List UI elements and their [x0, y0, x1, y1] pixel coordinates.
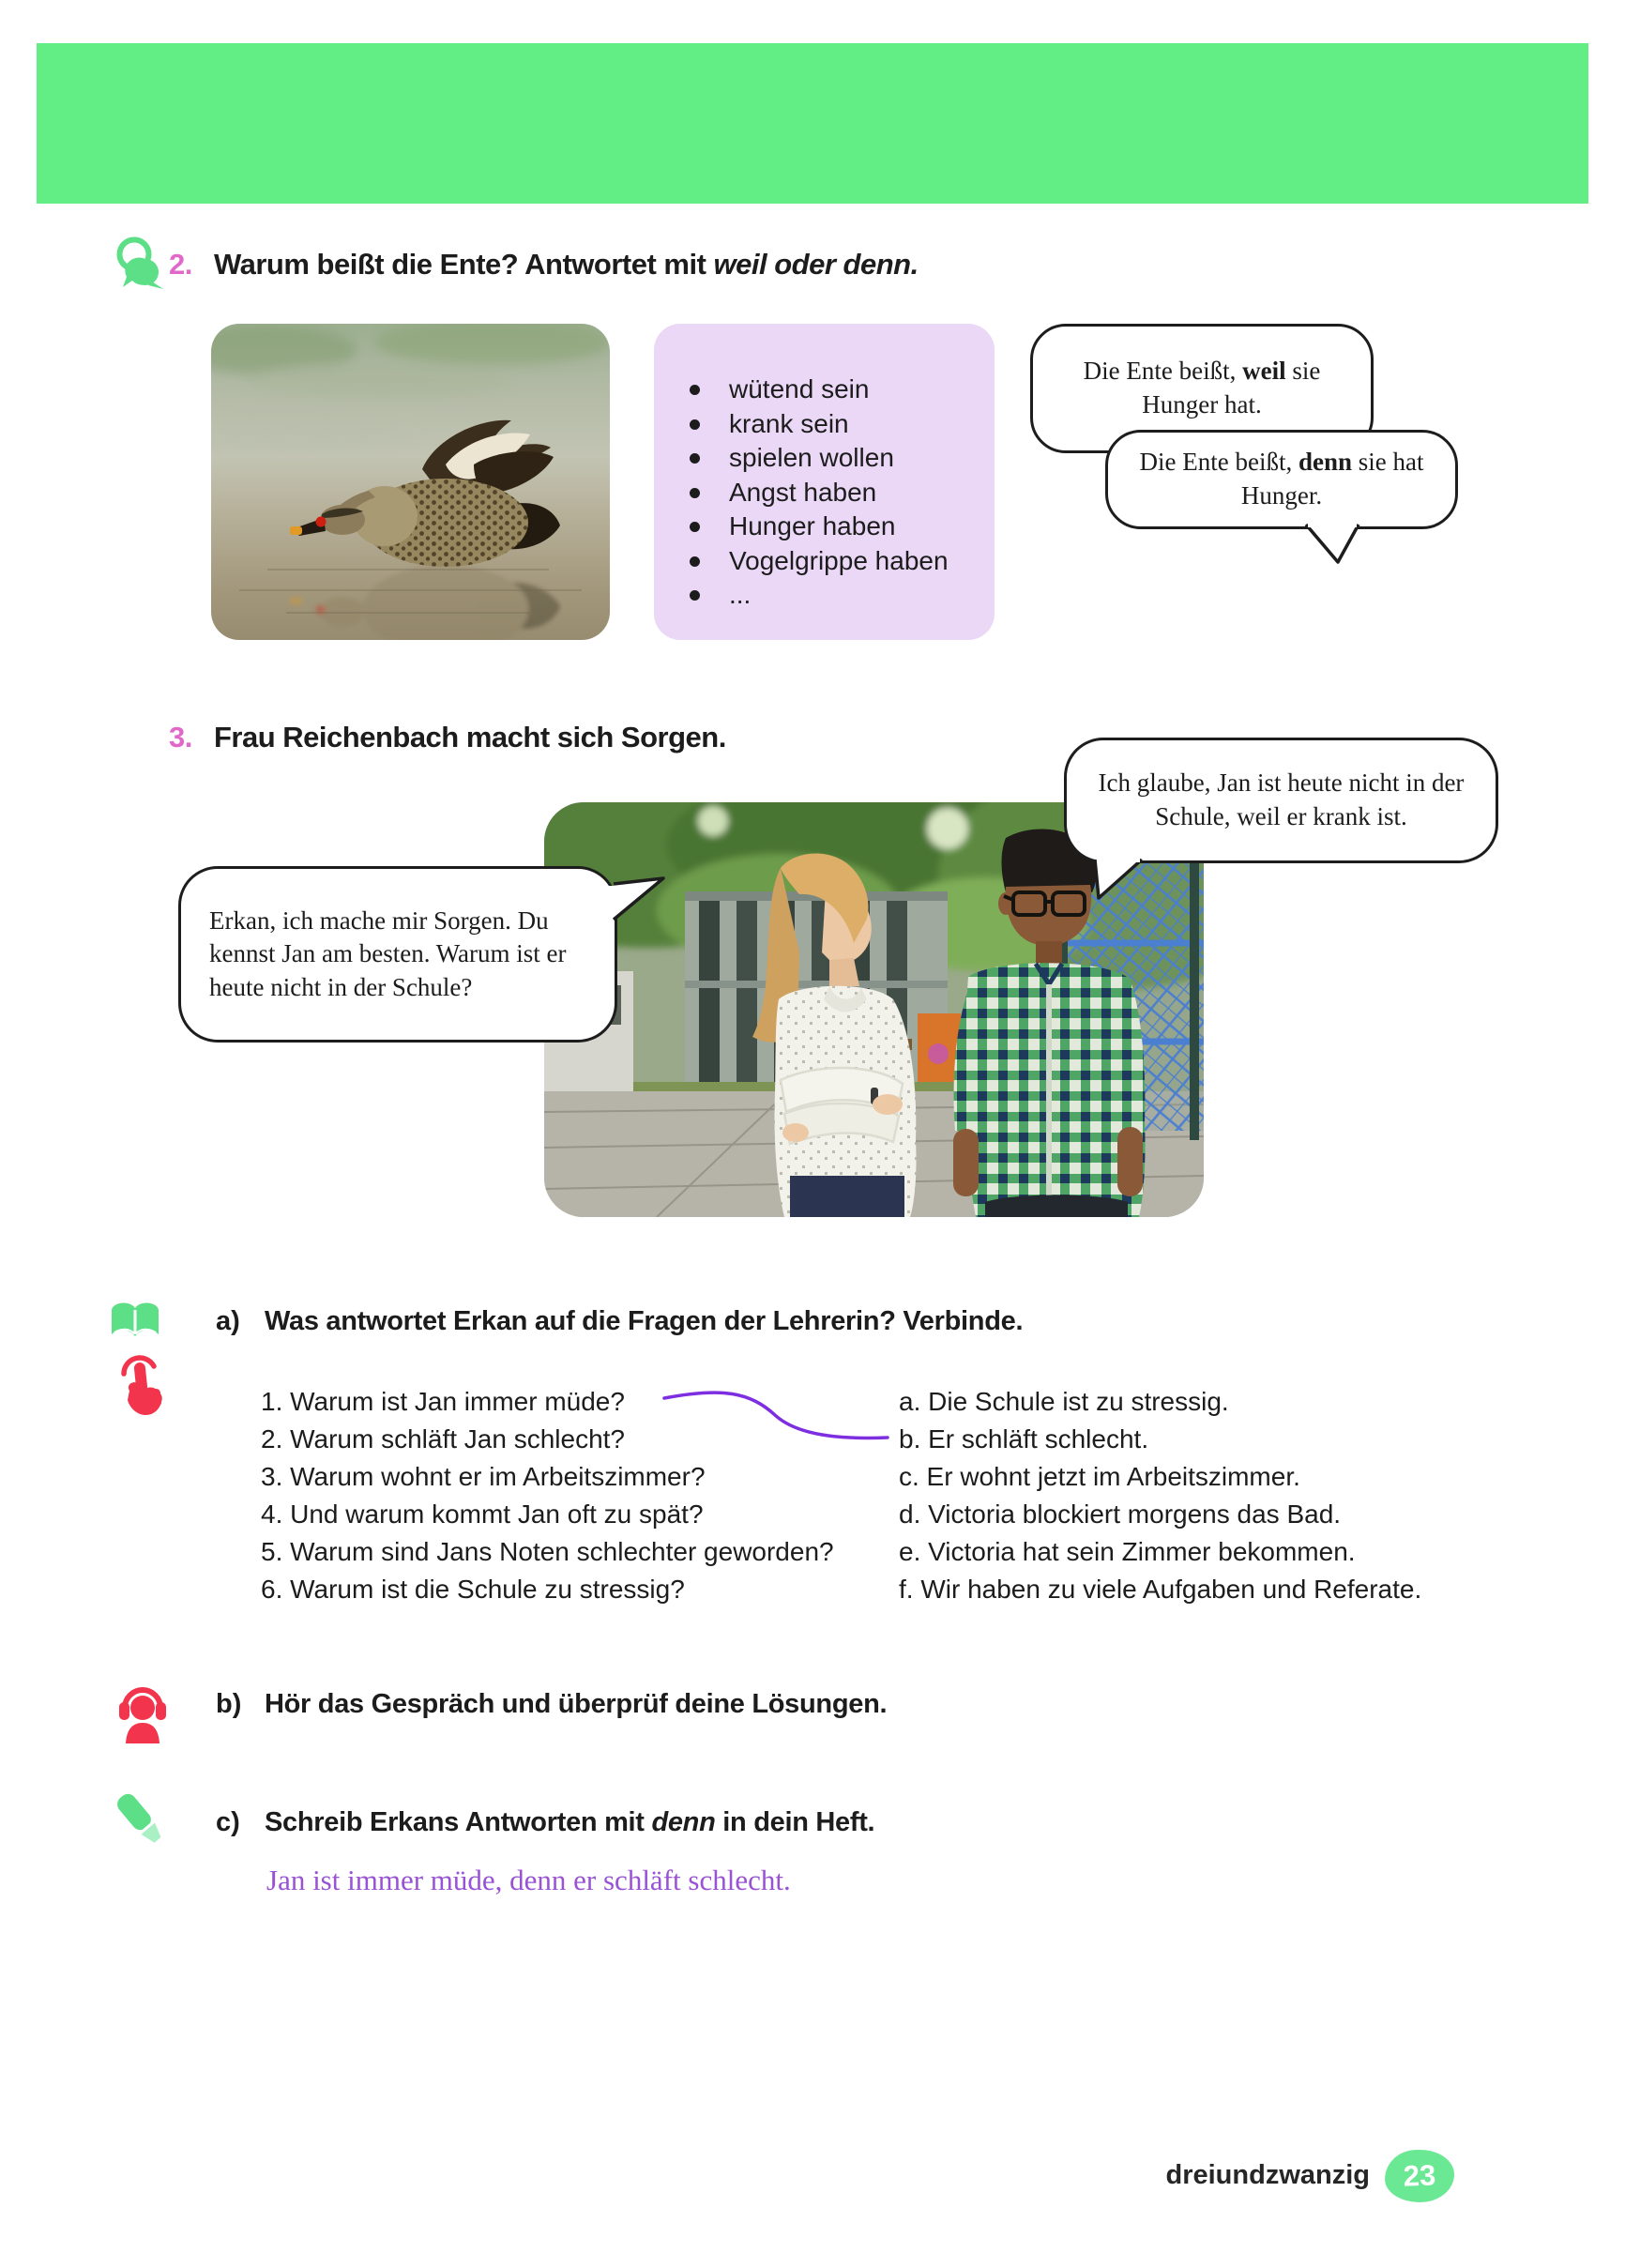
footer-page-word: dreiundzwanzig: [1165, 2160, 1370, 2190]
bubble-denn-text: [1131, 446, 1433, 512]
question-item: 6. Warum ist die Schule zu stressig?: [261, 1575, 685, 1604]
word-list-item: wütend sein: [688, 373, 995, 407]
task-c-label: c): [216, 1807, 240, 1837]
bubble-weil-post: sie Hunger hat.: [1142, 357, 1321, 419]
task-c-title: [265, 1807, 874, 1838]
task-b-title: Hör das Gespräch und überprüf deine Lösungen.: [265, 1689, 888, 1719]
word-list-item: spielen wollen: [688, 441, 995, 476]
header-band: [37, 43, 1588, 204]
task-c-title-post: in dein Heft.: [715, 1807, 875, 1837]
question-item: 2. Warum schläft Jan schlecht?: [261, 1424, 626, 1454]
exercise3-title: Frau Reichenbach macht sich Sorgen.: [214, 721, 726, 753]
word-list-item: Hunger haben: [688, 510, 995, 544]
answer-item: b. Er schläft schlecht.: [899, 1424, 1149, 1454]
bubble-denn-tail: [1300, 521, 1366, 568]
exercise2-title: [214, 248, 919, 282]
bubble-weil-text: [1055, 355, 1348, 421]
answer-list: [899, 1383, 1421, 1608]
word-suggestion-box: [654, 324, 995, 640]
answer-connection-line: [657, 1387, 897, 1445]
bubble-student-tail: [1089, 855, 1155, 904]
speech-bubble-denn: [1105, 430, 1458, 529]
marker-pen-icon: [111, 1789, 169, 1850]
task-c-title-pre: Schreib Erkans Antworten mit: [265, 1807, 652, 1837]
duck-photo: [211, 324, 610, 640]
question-item: 3. Warum wohnt er im Arbeitszimmer?: [261, 1462, 706, 1491]
click-hand-icon: [116, 1353, 169, 1417]
question-item: 5. Warum sind Jans Noten schlechter geworden?: [261, 1537, 834, 1566]
answer-item: c. Er wohnt jetzt im Arbeitszimmer.: [899, 1462, 1300, 1491]
answer-item: f. Wir haben zu viele Aufgaben und Referate.: [899, 1575, 1422, 1604]
exercise2-number: 2.: [169, 248, 192, 281]
task-c-title-emphasis: denn: [651, 1807, 716, 1837]
word-list: [688, 373, 995, 613]
footer-page-number-badge: [1384, 2149, 1455, 2204]
word-list-item: Vogelgrippe haben: [688, 544, 995, 579]
bubble-denn-bold: denn: [1298, 448, 1352, 477]
exercise2-title-emphasis: weil oder denn.: [713, 248, 919, 281]
word-list-item: krank sein: [688, 407, 995, 442]
bubble-teacher-text: Erkan, ich mache mir Sorgen. Du kennst Jan am besten. Warum ist er heute nicht in der Schule?: [209, 906, 567, 1001]
task-a-title: Was antwortet Erkan auf die Fragen der Lehrerin? Verbinde.: [265, 1306, 1024, 1336]
bubble-denn-pre: Die Ente beißt,: [1139, 448, 1298, 477]
headphones-person-icon: [114, 1678, 171, 1743]
question-item: 1. Warum ist Jan immer müde?: [261, 1387, 625, 1416]
question-item: 4. Und warum kommt Jan oft zu spät?: [261, 1499, 704, 1529]
speech-bubbles-icon: [111, 236, 165, 291]
word-list-item: ...: [688, 578, 995, 613]
bubble-weil-bold: weil: [1242, 357, 1286, 386]
footer-page-number: 23: [1403, 2158, 1436, 2193]
answer-item: e. Victoria hat sein Zimmer bekommen.: [899, 1537, 1356, 1566]
bubble-denn-post: sie hat Hunger.: [1240, 448, 1424, 510]
exercise3-number: 3.: [169, 721, 192, 753]
bubble-student-text: Ich glaube, Jan ist heute nicht in der Schule, weil er krank ist.: [1098, 769, 1465, 830]
answer-item: d. Victoria blockiert morgens das Bad.: [899, 1499, 1342, 1529]
open-book-icon: [107, 1299, 163, 1346]
task-b-label: b): [216, 1689, 242, 1719]
answer-item: a. Die Schule ist zu stressig.: [899, 1387, 1229, 1416]
bubble-weil-pre: Die Ente beißt,: [1083, 357, 1243, 386]
speech-bubble-teacher: [178, 866, 617, 1043]
bubble-teacher-tail: [609, 876, 669, 929]
exercise2-title-regular: Warum beißt die Ente? Antwortet mit: [214, 248, 714, 281]
task-a-label: a): [216, 1306, 240, 1336]
speech-bubble-student: [1064, 738, 1498, 863]
word-list-item: Angst haben: [688, 476, 995, 510]
example-sentence: Jan ist immer müde, denn er schläft schlecht.: [266, 1864, 791, 1896]
